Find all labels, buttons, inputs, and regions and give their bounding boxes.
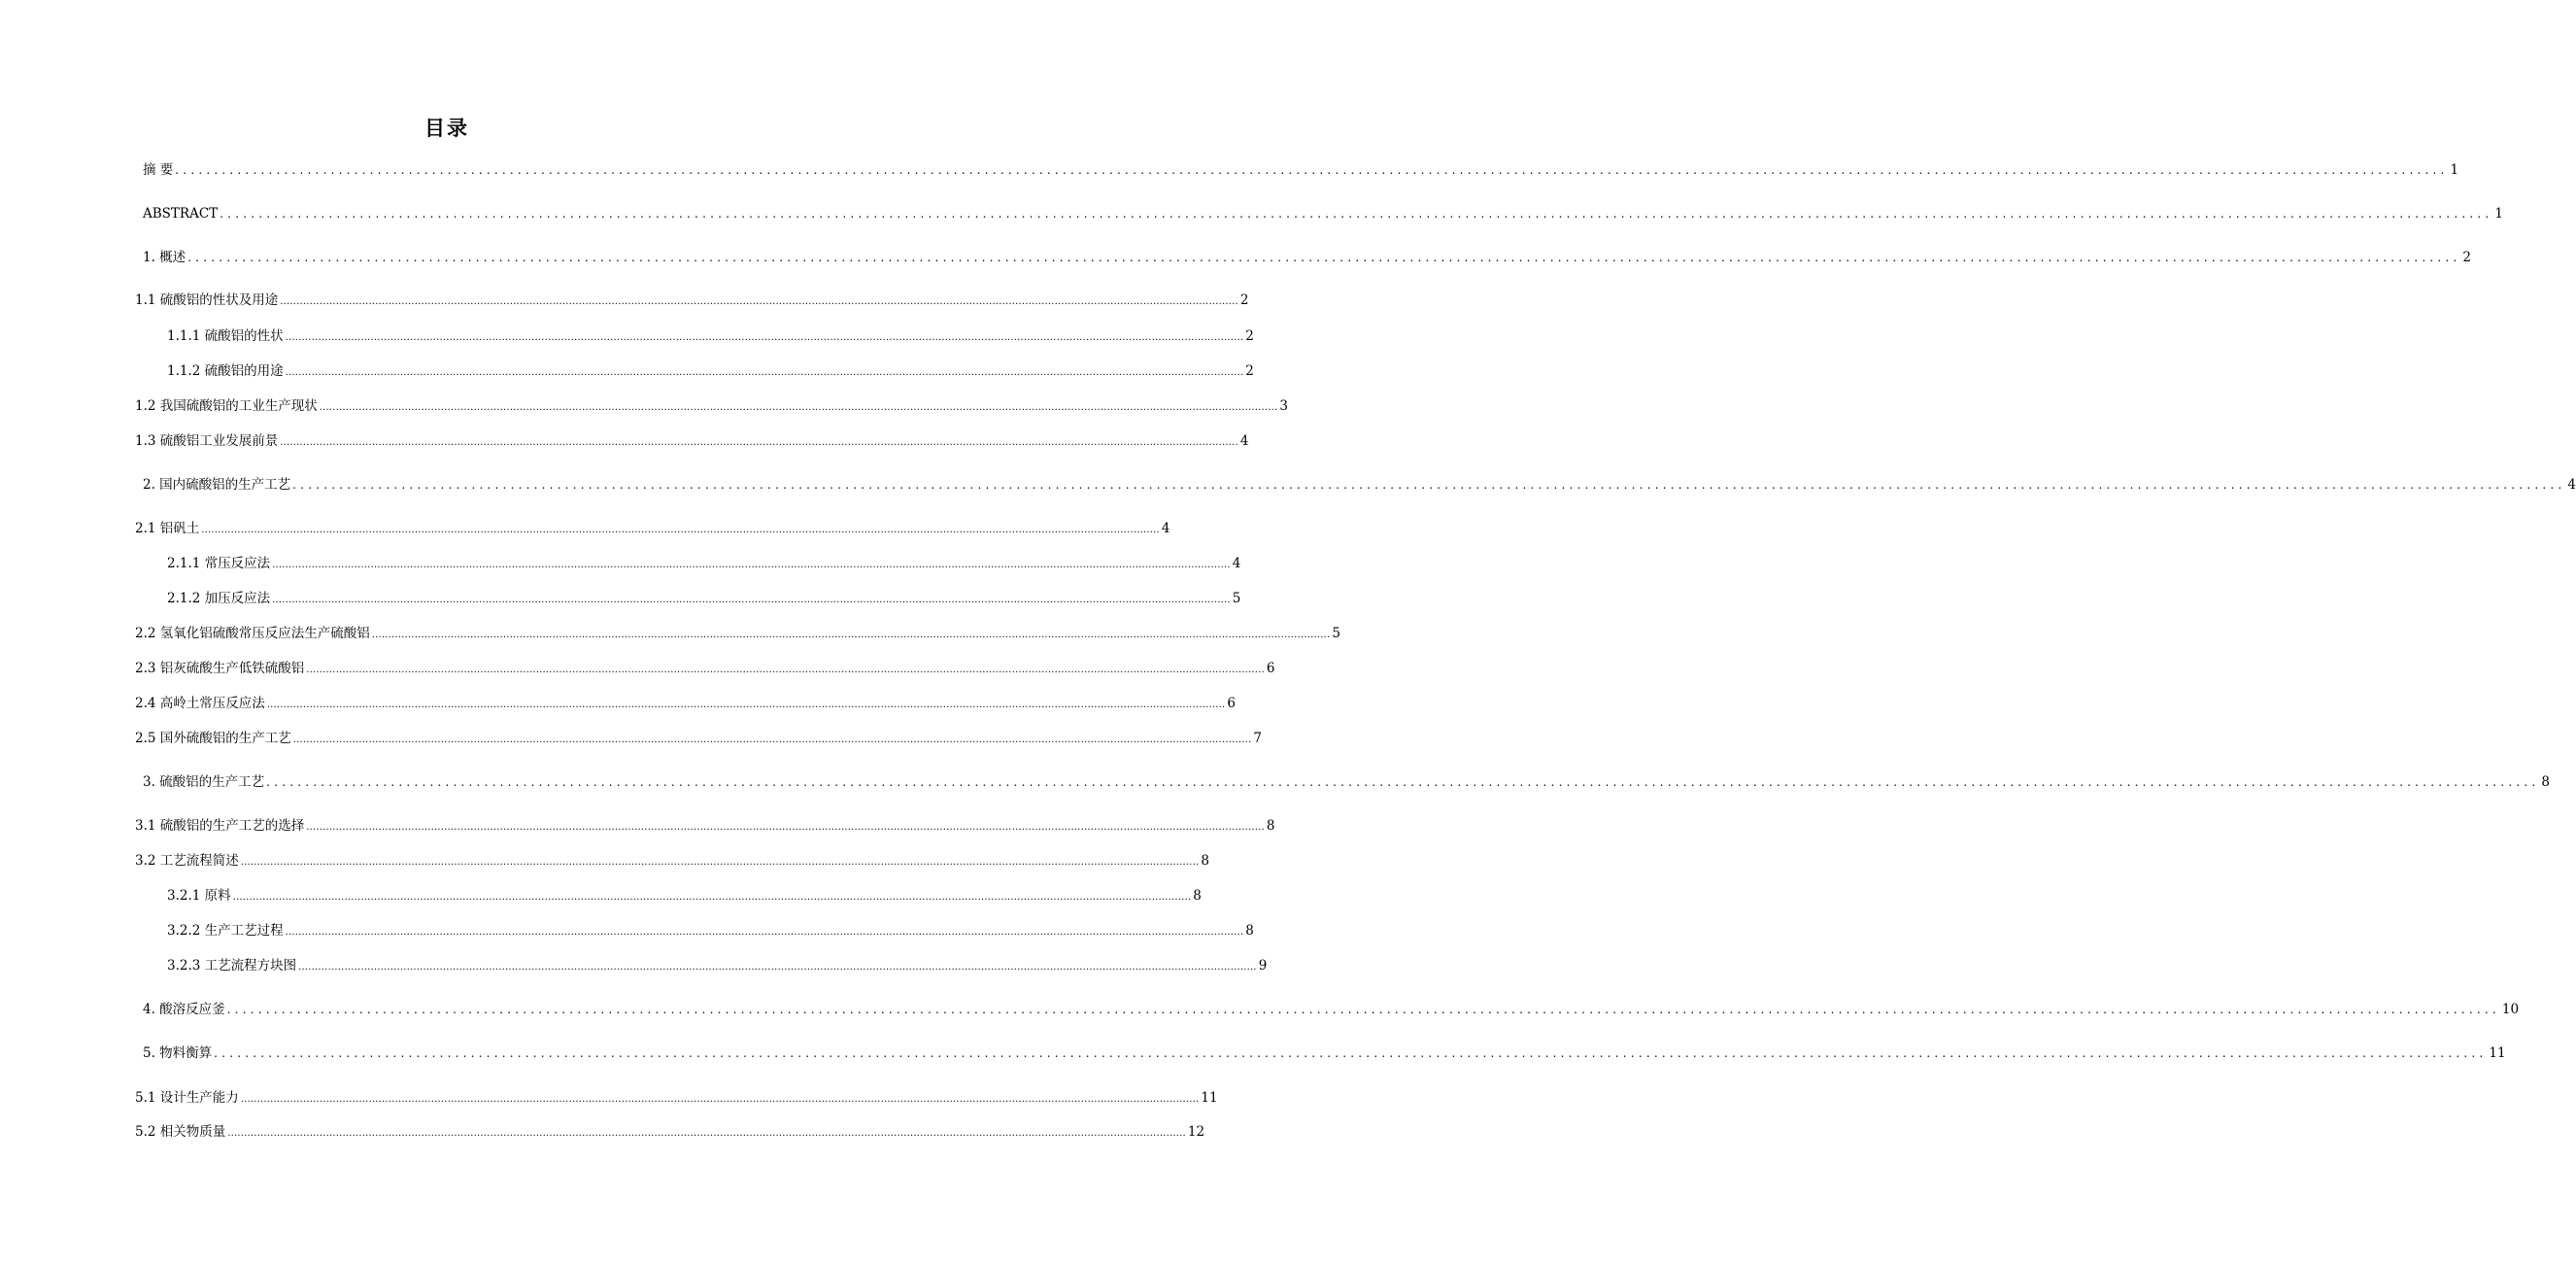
toc-entry-page: 8 <box>1193 888 1202 904</box>
toc-entry-page: 8 <box>1266 818 1275 834</box>
toc-entry-leader: .................................................................................................................................................................................................................................................................................................... <box>292 478 2566 492</box>
toc-entry-page: 11 <box>1201 1090 1218 1106</box>
toc-entry-label: 3.1 硫酸铝的生产工艺的选择 <box>135 818 305 834</box>
toc-entry-leader: .................................................................................................................................................................................................................................................................................................... <box>266 700 1226 710</box>
toc-entry-leader: .................................................................................................................................................................................................................................................................................................... <box>298 962 1257 973</box>
toc-entry-leader: .................................................................................................................................................................................................................................................................................................... <box>319 402 1278 413</box>
toc-entry-leader: .................................................................................................................................................................................................................................................................................................... <box>266 775 2540 789</box>
toc-entry-page: 11 <box>2489 1045 2506 1061</box>
toc-title: 目录 <box>424 117 469 140</box>
toc-entry[interactable] <box>143 160 2459 180</box>
toc-entry-page: 7 <box>1253 731 1262 746</box>
toc-entry[interactable] <box>135 291 1249 310</box>
toc-entry[interactable] <box>135 431 1249 451</box>
toc-entry-label: 3.2.3 工艺流程方块图 <box>167 958 297 974</box>
toc-entry[interactable] <box>135 851 1209 871</box>
toc-entry-label: 2.4 高岭土常压反应法 <box>135 696 265 711</box>
toc-entry-page: 12 <box>1187 1124 1205 1140</box>
toc-entry[interactable] <box>135 816 1275 836</box>
toc-entry-page: 2 <box>2462 250 2471 265</box>
toc-entry[interactable] <box>143 475 2576 495</box>
toc-entry-leader: .................................................................................................................................................................................................................................................................................................... <box>201 525 1160 535</box>
toc-entry[interactable] <box>167 589 1241 608</box>
toc-entry-label: 2.5 国外硫酸铝的生产工艺 <box>135 731 291 746</box>
toc-entry-leader: .................................................................................................................................................................................................................................................................................................... <box>292 735 1252 745</box>
toc-entry-page: 1 <box>2450 162 2459 178</box>
toc-entry-page: 8 <box>1201 853 1209 869</box>
toc-entry-page: 1 <box>2494 206 2503 222</box>
toc-entry-label: 2.2 氢氧化铝硫酸常压反应法生产硫酸铝 <box>135 626 370 641</box>
toc-entry-label: 3.2.1 原料 <box>167 888 231 904</box>
toc-entry-label: 2.1.1 常压反应法 <box>167 556 271 571</box>
toc-entry-leader: .................................................................................................................................................................................................................................................................................................... <box>306 822 1265 833</box>
toc-entry[interactable] <box>167 326 1254 346</box>
toc-entry[interactable] <box>143 1000 2520 1019</box>
toc-entry-leader: .................................................................................................................................................................................................................................................................................................... <box>220 207 2493 221</box>
toc-entry-label: 5.1 设计生产能力 <box>135 1090 239 1106</box>
toc-entry-leader: .................................................................................................................................................................................................................................................................................................... <box>272 560 1231 570</box>
toc-entry-page: 2 <box>1245 363 1254 379</box>
toc-entry-page: 5 <box>1232 591 1241 606</box>
toc-entry-page: 2 <box>1239 292 1249 308</box>
toc-entry-label: 3. 硫酸铝的生产工艺 <box>143 774 265 790</box>
toc-entry-page: 9 <box>1258 958 1268 974</box>
toc-entry-page: 4 <box>1239 433 1249 449</box>
toc-entry-label: 1.1 硫酸铝的性状及用途 <box>135 292 279 308</box>
toc-entry[interactable] <box>167 554 1241 573</box>
toc-entry-leader: .................................................................................................................................................................................................................................................................................................... <box>175 163 2449 177</box>
toc-entry-label: 1.1.2 硫酸铝的用途 <box>167 363 284 379</box>
toc-entry-label: 2. 国内硫酸铝的生产工艺 <box>143 477 291 493</box>
toc-entry-leader: .................................................................................................................................................................................................................................................................................................... <box>285 367 1244 378</box>
toc-entry-leader: .................................................................................................................................................................................................................................................................................................... <box>240 1094 1200 1105</box>
toc-entry-page: 8 <box>1245 923 1254 939</box>
toc-entry[interactable] <box>167 921 1254 940</box>
toc-entry-leader: .................................................................................................................................................................................................................................................................................................... <box>280 437 1238 448</box>
toc-entry[interactable] <box>135 1122 1205 1142</box>
toc-entry-leader: .................................................................................................................................................................................................................................................................................................... <box>280 296 1238 307</box>
toc-entry-page: 3 <box>1279 398 1288 414</box>
toc-entry[interactable] <box>167 361 1254 381</box>
toc-entry-label: 1.1.1 硫酸铝的性状 <box>167 328 284 344</box>
toc-entry-label: 摘 要 <box>143 162 174 178</box>
toc-entry[interactable] <box>143 204 2503 223</box>
toc-entry-label: 2.1.2 加压反应法 <box>167 591 271 606</box>
toc-entry-page: 4 <box>2567 477 2576 493</box>
toc-entry-page: 8 <box>2541 774 2550 790</box>
toc-entry[interactable] <box>135 659 1275 678</box>
toc-entry-leader: .................................................................................................................................................................................................................................................................................................... <box>285 927 1244 938</box>
toc-entry-leader: .................................................................................................................................................................................................................................................................................................... <box>214 1046 2488 1060</box>
toc-entry[interactable] <box>167 886 1202 906</box>
toc-entry-label: 1.3 硫酸铝工业发展前景 <box>135 433 279 449</box>
toc-entry-page: 6 <box>1227 696 1236 711</box>
toc-entry-page: 4 <box>1161 521 1170 536</box>
toc-entry-label: 2.1 铝矾土 <box>135 521 200 536</box>
toc-entry-leader: .................................................................................................................................................................................................................................................................................................... <box>232 892 1192 903</box>
toc-entry[interactable] <box>135 519 1170 538</box>
toc-entry-label: ABSTRACT <box>143 206 219 222</box>
toc-entry-label: 1. 概述 <box>143 250 186 265</box>
toc-entry-label: 3.2 工艺流程简述 <box>135 853 239 869</box>
toc-entry[interactable] <box>135 396 1288 416</box>
toc-entry-label: 1.2 我国硫酸铝的工业生产现状 <box>135 398 318 414</box>
toc-entry[interactable] <box>143 772 2550 792</box>
toc-entry-page: 10 <box>2501 1002 2520 1017</box>
toc-entry-leader: .................................................................................................................................................................................................................................................................................................... <box>226 1003 2500 1016</box>
toc-entry-label: 5.2 相关物质量 <box>135 1124 226 1140</box>
toc-entry-leader: .................................................................................................................................................................................................................................................................................................... <box>227 1128 1186 1139</box>
toc-entry-leader: .................................................................................................................................................................................................................................................................................................... <box>371 630 1331 640</box>
toc-entry-leader: .................................................................................................................................................................................................................................................................................................... <box>306 665 1265 675</box>
toc-entry-page: 4 <box>1232 556 1241 571</box>
toc-entry-leader: .................................................................................................................................................................................................................................................................................................... <box>272 595 1231 605</box>
toc-entry[interactable] <box>143 248 2471 267</box>
toc-entry[interactable] <box>167 956 1268 975</box>
toc-entry-page: 5 <box>1332 626 1340 641</box>
toc-entry-label: 5. 物料衡算 <box>143 1045 213 1061</box>
toc-entry-leader: .................................................................................................................................................................................................................................................................................................... <box>187 251 2461 264</box>
toc-entry-label: 3.2.2 生产工艺过程 <box>167 923 284 939</box>
toc-entry-label: 2.3 铝灰硫酸生产低铁硫酸铝 <box>135 661 305 676</box>
toc-entry[interactable] <box>135 1088 1218 1108</box>
toc-entry-label: 4. 酸溶反应釜 <box>143 1002 225 1017</box>
toc-entry-leader: .................................................................................................................................................................................................................................................................................................... <box>240 857 1200 868</box>
toc-entry-page: 2 <box>1245 328 1254 344</box>
toc-entry-page: 6 <box>1266 661 1275 676</box>
toc-entry[interactable] <box>143 1043 2506 1063</box>
toc-entry[interactable] <box>135 624 1340 643</box>
toc-entry-leader: .................................................................................................................................................................................................................................................................................................... <box>285 332 1244 343</box>
toc-entry[interactable] <box>135 694 1236 713</box>
toc-entry[interactable] <box>135 729 1262 748</box>
